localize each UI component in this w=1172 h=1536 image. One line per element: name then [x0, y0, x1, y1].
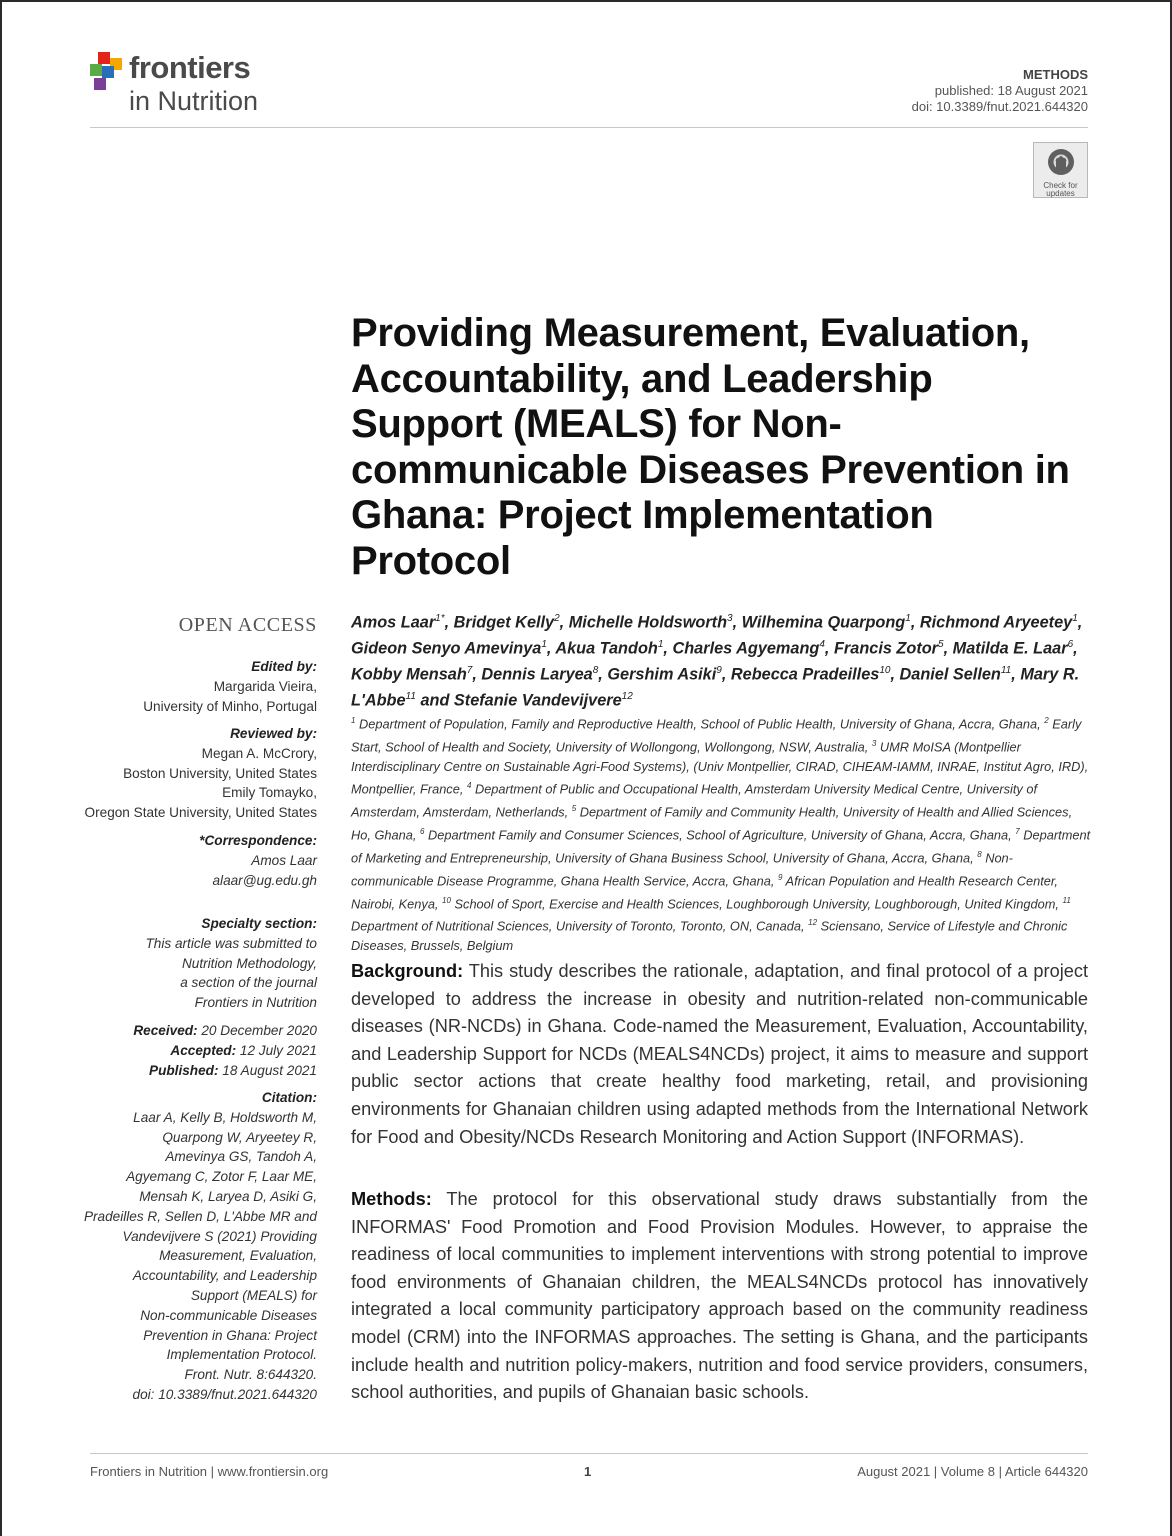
author-affiliation-marker: 4 [819, 638, 825, 650]
correspondence-email[interactable]: alaar@ug.edu.gh [212, 872, 317, 888]
affiliation-text: Department of Marketing and Entrepreneurship, University of Ghana Business School, University of Ghana, Accra, Ghana, [351, 827, 1091, 866]
author-affiliation-marker: 10 [879, 664, 891, 676]
affiliation-marker: 7 [1015, 827, 1020, 837]
header-divider [90, 127, 1088, 128]
published-date: published: 18 August 2021 [934, 83, 1088, 98]
citation-line: Amevinya GS, Tandoh A, [165, 1149, 317, 1165]
received-date: 20 December 2020 [201, 1023, 317, 1038]
affiliation-marker: 10 [442, 895, 451, 905]
check-for-updates-button[interactable] [1033, 142, 1088, 198]
citation-line: Quarpong W, Aryeetey R, [162, 1129, 317, 1145]
author-affiliation-marker: 5 [938, 638, 944, 650]
sidebar-reviewed-by [60, 724, 317, 823]
editor-line: University of Minho, Portugal [143, 698, 317, 714]
citation-line: Non-communicable Diseases [140, 1307, 317, 1323]
methods-label: Methods: [351, 1189, 432, 1209]
correspondence-name: Amos Laar [251, 852, 317, 868]
citation-line: Measurement, Evaluation, [159, 1248, 317, 1264]
reviewer-line: Boston University, United States [123, 765, 317, 781]
affiliation-marker: 12 [808, 918, 818, 928]
affiliation-text: Department Family and Consumer Sciences, School of Agriculture, University of Ghana, Accra, Ghana, [424, 827, 1016, 843]
citation-line: doi: 10.3389/fnut.2021.644320 [132, 1386, 317, 1402]
author-name[interactable]: Daniel Sellen [899, 665, 1001, 684]
citation-line: Prevention in Ghana: Project [143, 1327, 317, 1343]
accepted-date: 12 July 2021 [239, 1042, 317, 1058]
affiliation-text: Early Start, School of Health and Society, University of Wollongong, Wollongong, NSW, Australia, [351, 716, 1082, 755]
open-access-label: OPEN ACCESS [178, 614, 317, 636]
affiliation-text: African Population and Health Research Center, Nairobi, Kenya, [351, 873, 1058, 911]
affiliation-text: Department of Nutritional Sciences, University of Toronto, Toronto, ON, Canada, [351, 918, 809, 934]
author-name[interactable]: Richmond Aryeetey [919, 613, 1073, 632]
crossmark-icon [1046, 147, 1076, 177]
affiliation-marker: 5 [571, 804, 577, 814]
page-frame-top [0, 0, 1172, 2]
affiliation-text: Non-communicable Disease Programme, Ghana Health Service, Accra, Ghana, [351, 850, 1013, 889]
author-name[interactable]: Rebecca Pradeilles [730, 665, 880, 684]
affiliation-marker: 1 [351, 716, 356, 725]
affiliation-text: Department of Population, Family and Reproductive Health, School of Public Health, University of Ghana, Accra, Ghana, [355, 716, 1045, 732]
author-name[interactable]: Akua Tandoh [555, 639, 658, 658]
author-affiliation-marker: 7 [466, 664, 473, 676]
author-name[interactable]: Wilhemina Quarpong [741, 613, 906, 632]
affiliation-text: Sciensano, Service of Lifestyle and Chronic Diseases, Brussels, Belgium [351, 918, 1068, 954]
affiliation-marker: 4 [466, 781, 472, 791]
sidebar-correspondence [60, 831, 317, 890]
author-affiliation-marker: 2 [554, 613, 560, 624]
specialty-line: a section of the journal [180, 975, 317, 991]
citation-line: Vandevijvere S (2021) Providing [122, 1228, 317, 1244]
background-label: Background: [351, 961, 464, 981]
author-name[interactable]: Dennis Laryea [481, 665, 593, 684]
specialty-line: Nutrition Methodology, [181, 955, 317, 971]
author-affiliation-marker: 3 [727, 613, 733, 624]
author-list: Amos Laar$^{1*}$, Bridget Kelly$^2$, Michelle Holdsworth$^3$, Wilhemina Quarpong$^1$, Richmond Aryeetey$^1$, Gideon Senyo Amevinya$^1$, Akua Tandoh$^1$, Charles Agyemang$^4$, Francis Zotor$^5$, Matilda E. Laar$^6$, Kobby Mensah$^7$, Dennis Laryea$^8$, Gershim Asiki$^9$, Rebecca Pradeilles$^{10}$, Daniel Sellen$^{11}$, Mary R. L'Abbe$^{11}$ and Stefanie Vandevijvere$^{12}$ [351, 613, 1083, 710]
logo-journal-name: in Nutrition [129, 86, 259, 116]
citation-line: Pradeilles R, Sellen D, L'Abbe MR and [83, 1208, 317, 1224]
affiliation-marker: 9 [778, 872, 783, 882]
correspondence-label: *Correspondence: [199, 833, 317, 848]
reviewer-line: Megan A. McCrory, [201, 745, 317, 761]
page-frame-left [0, 0, 2, 1536]
author-name[interactable]: Michelle Holdsworth [568, 613, 728, 632]
affiliation-list [351, 711, 1091, 956]
article-title: Providing Measurement, Evaluation, Accountability, and Leadership Support (MEALS) for Non-communicable Diseases Prevention in Ghana: Project Implementation Protocol [351, 311, 1070, 583]
sidebar-citation [60, 1088, 317, 1405]
author-affiliation-marker: 1 [657, 638, 664, 650]
citation-line: Implementation Protocol. [166, 1347, 317, 1363]
author-name[interactable]: Bridget Kelly [453, 613, 555, 632]
author-name[interactable]: Gideon Senyo Amevinya [351, 639, 542, 658]
citation-line: Accountability, and Leadership [132, 1268, 317, 1284]
reviewed-by-label: Reviewed by: [230, 726, 317, 741]
page-number: 1 [584, 1464, 592, 1479]
author-affiliation-marker: 11 [1000, 664, 1012, 676]
affiliation-text: Department of Family and Community Health, University of Health and Allied Sciences, Ho, Ghana, [351, 804, 1073, 843]
author-name[interactable]: Mary R. L'Abbe [351, 665, 1080, 710]
author-affiliation-marker: 1 [1072, 613, 1078, 624]
logo-wordmark: frontiers [129, 50, 251, 85]
author-affiliation-marker: 12 [621, 690, 633, 702]
editor-line: Margarida Vieira, [213, 678, 317, 694]
footer-volume-info: August 2021 | Volume 8 | Article 644320 [857, 1464, 1088, 1479]
citation-line: Support (MEALS) for [190, 1287, 317, 1303]
specialty-label: Specialty section: [201, 916, 317, 931]
affiliation-text: School of Sport, Exercise and Health Sciences, Loughborough University, Loughborough, United Kingdom, [450, 895, 1063, 911]
author-name[interactable]: Gershim Asiki [607, 665, 717, 684]
background-text: This study describes the rationale, adaptation, and final protocol of a project developed to address the increase in obesity and nutrition-related non-communicable diseases (NR-NCDs) in Ghana. Code-named the Measurement, Evaluation, Accountability, and Leadership Support for NCDs (MEALS4NCDs) project, it aims to measure and support public sector actions that create healthy food marketing, retail, and provisioning environments for Ghanaian children using adapted methods from the International Network for Food and Obesity/NCDs Research Monitoring and Action Support (INFORMAS). [351, 961, 1088, 1147]
methods-text: The protocol for this observational study draws substantially from the INFORMAS' Food Promotion and Food Provision Modules. However, to appraise the readiness of local communities to implement interventions with strong potential to improve food environments of Ghanaian children, the MEALS4NCDs protocol has innovatively integrated a local community participatory approach based on the community readiness model (CRM) into the INFORMAS approaches. The setting is Ghana, and the participants include health and nutrition policy-makers, nutrition and food service providers, consumers, school authorities, and pupils of Ghanaian basic schools. [351, 1189, 1088, 1403]
author-affiliation-marker: 8 [592, 664, 599, 676]
sidebar-specialty [60, 914, 317, 1013]
check-updates-label-1: Check for [1043, 181, 1078, 190]
author-name[interactable]: Matilda E. Laar [952, 639, 1068, 658]
citation-line: Agyemang C, Zotor F, Laar ME, [126, 1169, 317, 1185]
author-affiliation-marker: 1 [541, 638, 547, 650]
author-affiliation-marker: 6 [1067, 638, 1074, 650]
citation-line: Laar A, Kelly B, Holdsworth M, [133, 1109, 317, 1125]
affiliation-marker: 8 [977, 849, 982, 859]
abstract-background [351, 958, 1088, 1151]
author-name[interactable]: Stefanie Vandevijvere [453, 691, 622, 710]
affiliation-marker: 2 [1044, 716, 1049, 725]
affiliation-text: Department of Public and Occupational Health, Amsterdam University Medical Centre, University of Amsterdam, Amsterdam, Netherlands, [351, 781, 1038, 820]
footer-divider [90, 1453, 1088, 1454]
article-doi[interactable]: doi: 10.3389/fnut.2021.644320 [911, 99, 1088, 114]
published-label: Published: [149, 1062, 219, 1078]
author-name[interactable]: Francis Zotor [833, 639, 939, 658]
affiliation-text: UMR MoISA (Montpellier Interdisciplinary Centre on Sustainable Agri-Food Systems), (Univ Montpellier, CIRAD, CIHEAM-IAMM, INRAE, Institut Agro, IRD), Montpellier, France, [351, 739, 1089, 797]
specialty-line: This article was submitted to [145, 935, 317, 951]
abstract-methods [351, 1186, 1088, 1407]
author-name[interactable]: Charles Agyemang [672, 639, 820, 658]
author-name[interactable]: Kobby Mensah [351, 665, 467, 684]
reviewer-line: Oregon State University, United States [84, 805, 317, 821]
citation-line: Mensah K, Laryea D, Asiki G, [139, 1188, 317, 1204]
check-updates-label-2: updates [1046, 189, 1075, 198]
citation-line: Front. Nutr. 8:644320. [184, 1367, 317, 1383]
article-header-info [912, 67, 1088, 115]
journal-logo[interactable] [90, 50, 330, 120]
author-affiliation-marker: 1 [905, 613, 911, 624]
sidebar-edited-by [60, 657, 317, 716]
author-affiliation-marker: 9 [716, 664, 722, 676]
affiliation-marker: 11 [1062, 895, 1071, 905]
sidebar-dates [60, 1021, 317, 1080]
author-affiliation-marker: 1* [435, 613, 445, 624]
frontiers-logo-icon [90, 52, 124, 90]
accepted-label: Accepted: [170, 1042, 237, 1058]
footer-journal-link[interactable]: Frontiers in Nutrition | www.frontiersin.org [90, 1464, 329, 1479]
received-label: Received: [133, 1023, 198, 1038]
author-name[interactable]: Amos Laar [351, 613, 436, 632]
specialty-line: Frontiers in Nutrition [194, 995, 317, 1011]
affiliation-marker: 6 [420, 827, 425, 837]
affiliation-marker: 3 [871, 738, 877, 748]
edited-by-label: Edited by: [251, 659, 317, 674]
author-affiliation-marker: 11 [405, 690, 416, 702]
published-date-sidebar: 18 August 2021 [222, 1062, 317, 1078]
reviewer-line: Emily Tomayko, [222, 785, 317, 801]
citation-label: Citation: [261, 1090, 317, 1105]
article-type: METHODS [1023, 67, 1088, 82]
citation-text [60, 1108, 317, 1405]
